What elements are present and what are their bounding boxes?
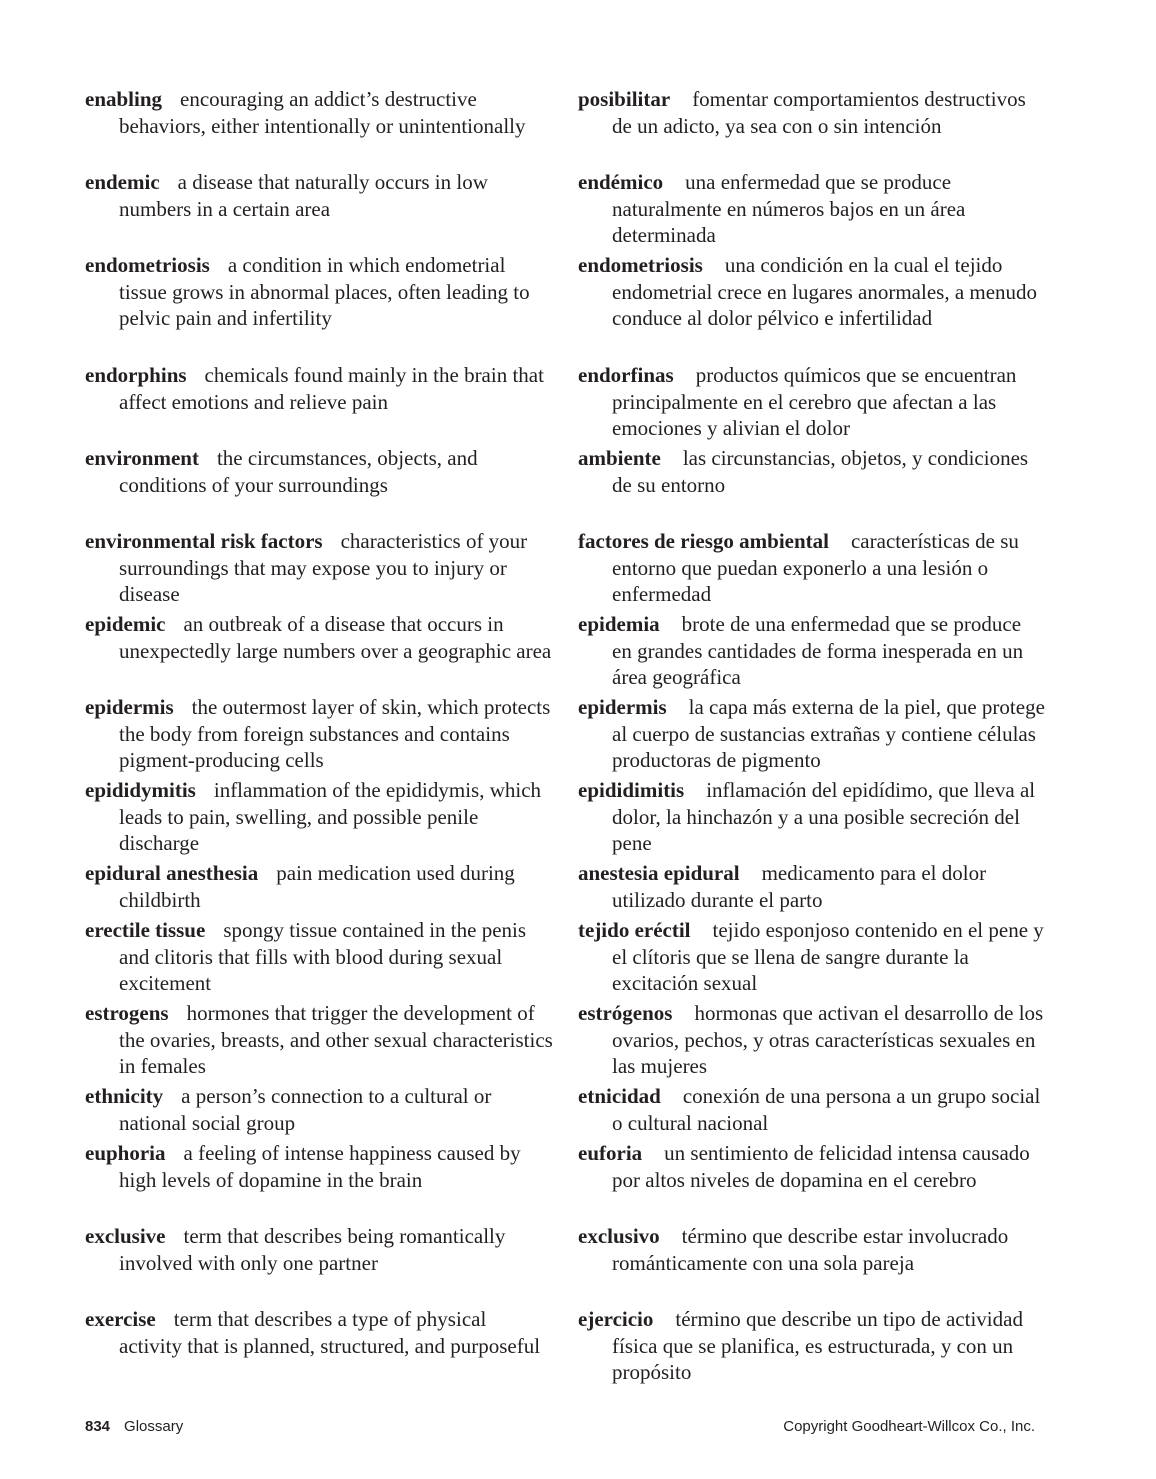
entry-term: etnicidad bbox=[578, 1084, 661, 1108]
entry-definition: productos químicos que se encuentran principalmente en el cerebro que afectan a las emociones y alivian el dolor bbox=[612, 363, 1017, 441]
glossary-entry bbox=[85, 777, 553, 857]
entry-term: epidemic bbox=[85, 612, 166, 636]
page-footer-left bbox=[85, 1418, 183, 1435]
glossary-entry bbox=[578, 362, 1046, 442]
entry-definition: características de su entorno que puedan exponerlo a una lesión o enfermedad bbox=[612, 529, 1019, 607]
entry-term: enabling bbox=[85, 87, 163, 111]
glossary-entry bbox=[85, 917, 553, 997]
entry-term: epididymitis bbox=[85, 778, 196, 802]
glossary-entry bbox=[85, 252, 553, 332]
entry-definition: la capa más externa de la piel, que protege al cuerpo de sustancias extrañas y contiene células productoras de pigmento bbox=[612, 695, 1045, 773]
glossary-entry bbox=[85, 1000, 553, 1080]
glossary-entry bbox=[578, 694, 1046, 774]
entry-definition: a disease that naturally occurs in low numbers in a certain area bbox=[119, 170, 488, 221]
entry-term: ethnicity bbox=[85, 1084, 164, 1108]
glossary-entry bbox=[85, 528, 553, 608]
glossary-entry bbox=[578, 528, 1046, 608]
glossary-entry bbox=[85, 1223, 553, 1276]
entry-definition: characteristics of your surroundings that may expose you to injury or disease bbox=[119, 529, 528, 607]
entry-term: exercise bbox=[85, 1307, 156, 1331]
entry-term: exclusive bbox=[85, 1224, 166, 1248]
entry-term: endometriosis bbox=[578, 253, 703, 277]
entry-term: ambiente bbox=[578, 446, 661, 470]
entry-definition: medicamento para el dolor utilizado durante el parto bbox=[612, 861, 987, 912]
entry-definition: un sentimiento de felicidad intensa causado por altos niveles de dopamina en el cerebro bbox=[612, 1141, 1030, 1192]
entry-definition: conexión de una persona a un grupo social o cultural nacional bbox=[612, 1084, 1041, 1135]
section-name: Glossary bbox=[124, 1418, 184, 1435]
glossary-entry bbox=[578, 445, 1046, 498]
glossary-entry bbox=[578, 1140, 1046, 1193]
glossary-entry bbox=[85, 445, 553, 498]
glossary-entry bbox=[578, 917, 1046, 997]
entry-definition: chemicals found mainly in the brain that affect emotions and relieve pain bbox=[119, 363, 544, 414]
glossary-entry bbox=[578, 777, 1046, 857]
entry-term: epidermis bbox=[578, 695, 667, 719]
entry-definition: tejido esponjoso contenido en el pene y el clítoris que se llena de sangre durante la excitación sexual bbox=[612, 918, 1044, 996]
entry-definition: the circumstances, objects, and conditions of your surroundings bbox=[119, 446, 478, 497]
copyright-notice: Copyright Goodheart-Willcox Co., Inc. bbox=[783, 1418, 1035, 1435]
entry-term: euphoria bbox=[85, 1141, 166, 1165]
entry-term: ejercicio bbox=[578, 1307, 654, 1331]
glossary-entry bbox=[578, 86, 1046, 139]
entry-term: endorphins bbox=[85, 363, 187, 387]
entry-definition: hormonas que activan el desarrollo de los ovarios, pechos, y otras características sexuales en las mujeres bbox=[612, 1001, 1044, 1079]
glossary-entry bbox=[578, 1306, 1046, 1386]
entry-term: endemic bbox=[85, 170, 160, 194]
entry-definition: pain medication used during childbirth bbox=[119, 861, 515, 912]
entry-term: endémico bbox=[578, 170, 664, 194]
entry-definition: an outbreak of a disease that occurs in unexpectedly large numbers over a geographic area bbox=[119, 612, 552, 663]
entry-term: estrogens bbox=[85, 1001, 169, 1025]
glossary-entry bbox=[578, 169, 1046, 249]
glossary-entry bbox=[85, 1083, 553, 1136]
glossary-entry bbox=[578, 611, 1046, 691]
entry-term: endometriosis bbox=[85, 253, 210, 277]
entry-term: epidermis bbox=[85, 695, 174, 719]
entry-definition: hormones that trigger the development of the ovaries, breasts, and other sexual characteristics in females bbox=[119, 1001, 553, 1079]
entry-definition: término que describe estar involucrado románticamente con una sola pareja bbox=[612, 1224, 1009, 1275]
entry-definition: encouraging an addict’s destructive behaviors, either intentionally or unintentionally bbox=[119, 87, 526, 138]
page-number: 834 bbox=[85, 1418, 111, 1435]
entry-definition: term that describes a type of physical activity that is planned, structured, and purposeful bbox=[119, 1307, 541, 1358]
entry-definition: término que describe un tipo de actividad física que se planifica, es estructurada, y con un propósito bbox=[612, 1307, 1023, 1385]
glossary-entry bbox=[85, 1140, 553, 1193]
glossary-entry bbox=[578, 1000, 1046, 1080]
entry-definition: term that describes being romantically involved with only one partner bbox=[119, 1224, 506, 1275]
glossary-entry bbox=[578, 252, 1046, 332]
entry-term: anestesia epidural bbox=[578, 861, 740, 885]
entry-definition: inflamación del epidídimo, que lleva al dolor, la hinchazón y a una posible secreción del pene bbox=[612, 778, 1036, 856]
entry-definition: spongy tissue contained in the penis and clitoris that fills with blood during sexual excitement bbox=[119, 918, 527, 996]
entry-term: erectile tissue bbox=[85, 918, 206, 942]
entry-term: epididimitis bbox=[578, 778, 685, 802]
glossary-entry bbox=[85, 694, 553, 774]
entry-definition: fomentar comportamientos destructivos de un adicto, ya sea con o sin intención bbox=[612, 87, 1026, 138]
entry-definition: una condición en la cual el tejido endometrial crece en lugares anormales, a menudo conduce al dolor pélvico e infertilidad bbox=[612, 253, 1038, 331]
glossary-entry bbox=[85, 1306, 553, 1359]
entry-term: environmental risk factors bbox=[85, 529, 323, 553]
glossary-entry bbox=[578, 1223, 1046, 1276]
entry-definition: las circunstancias, objetos, y condiciones de su entorno bbox=[612, 446, 1029, 497]
entry-definition: inflammation of the epididymis, which leads to pain, swelling, and possible penile discharge bbox=[119, 778, 542, 856]
entry-term: posibilitar bbox=[578, 87, 671, 111]
entry-term: estrógenos bbox=[578, 1001, 673, 1025]
glossary-entry bbox=[578, 860, 1046, 913]
entry-term: euforia bbox=[578, 1141, 643, 1165]
glossary-entry bbox=[85, 169, 553, 222]
entry-definition: a person’s connection to a cultural or national social group bbox=[119, 1084, 492, 1135]
entry-term: tejido eréctil bbox=[578, 918, 691, 942]
entry-term: exclusivo bbox=[578, 1224, 660, 1248]
entry-term: epidemia bbox=[578, 612, 660, 636]
glossary-entry bbox=[85, 362, 553, 415]
entry-term: factores de riesgo ambiental bbox=[578, 529, 829, 553]
entry-definition: a feeling of intense happiness caused by high levels of dopamine in the brain bbox=[119, 1141, 521, 1192]
glossary-entry bbox=[85, 611, 553, 664]
glossary-entry bbox=[85, 860, 553, 913]
glossary-entry bbox=[85, 86, 553, 139]
entry-definition: una enfermedad que se produce naturalmente en números bajos en un área determinada bbox=[612, 170, 966, 248]
entry-definition: a condition in which endometrial tissue grows in abnormal places, often leading to pelvic pain and infertility bbox=[119, 253, 530, 331]
entry-definition: brote de una enfermedad que se produce en grandes cantidades de forma inesperada en un área geográfica bbox=[612, 612, 1024, 690]
entry-term: endorfinas bbox=[578, 363, 674, 387]
entry-definition: the outermost layer of skin, which protects the body from foreign substances and contains pigment-producing cells bbox=[119, 695, 551, 773]
entry-term: environment bbox=[85, 446, 199, 470]
glossary-entry bbox=[578, 1083, 1046, 1136]
entry-term: epidural anesthesia bbox=[85, 861, 259, 885]
